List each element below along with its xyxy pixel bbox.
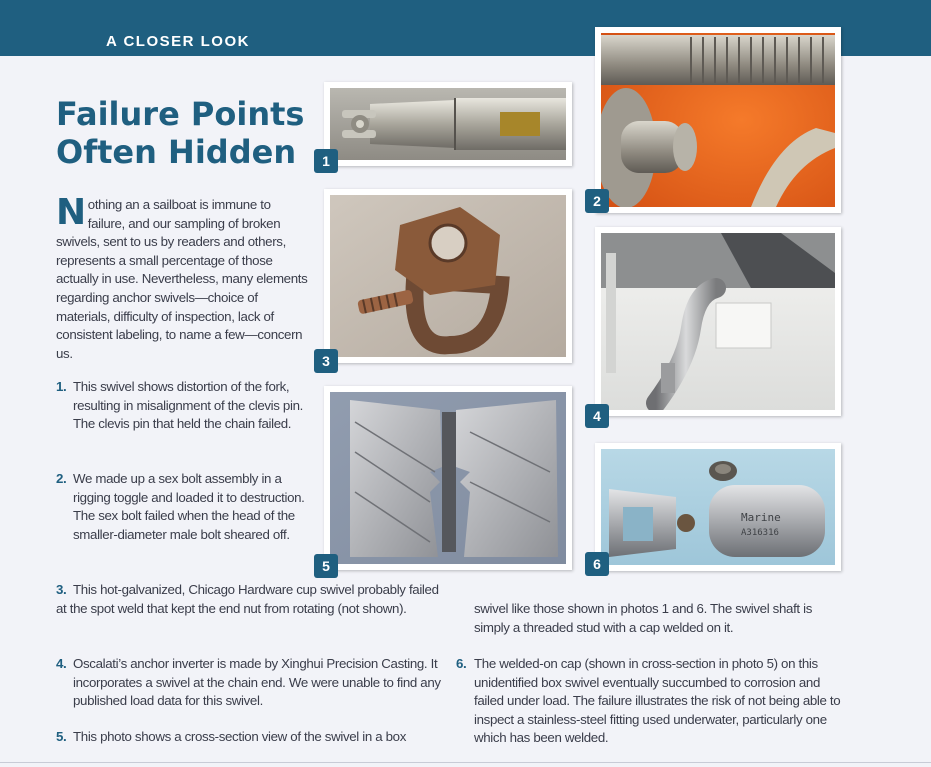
- photo-5-image: [330, 392, 566, 564]
- drop-cap: N: [56, 192, 86, 233]
- list-item-5: [56, 728, 456, 747]
- bottom-rule: [0, 762, 931, 763]
- list-number: 5.: [56, 729, 67, 744]
- photo-3-rusted-swivel: [322, 189, 572, 369]
- photo-badge-1: 1: [314, 149, 338, 173]
- title-line-2: Often Hidden: [56, 133, 297, 171]
- list-text: We made up a sex bolt assembly in a rigging toggle and loaded it to destruction. The sex bolt failed when the head of the smaller-diameter male bolt sheared off.: [73, 471, 305, 542]
- list-number: 6.: [456, 656, 467, 671]
- photo-2-sheared-bolt: [595, 27, 841, 213]
- photo-1-image: [330, 88, 566, 160]
- list-text: swivel like those shown in photos 1 and 6. The swivel shaft is simply a threaded stud with a cap welded on it.: [474, 601, 812, 635]
- article-title: [56, 95, 304, 171]
- list-text: This hot-galvanized, Chicago Hardware cup swivel probably failed at the spot weld that kept the end nut from rotating (not shown).: [56, 582, 439, 616]
- engraving-line-2: A316316: [741, 528, 779, 538]
- list-number: 1.: [56, 379, 67, 394]
- list-item-5-continuation: [474, 600, 849, 637]
- photo-badge-5: 5: [314, 554, 338, 578]
- list-item-2: [56, 470, 306, 544]
- list-item-3: [56, 581, 451, 618]
- photo-badge-2: 2: [585, 189, 609, 213]
- photo-2-image: [601, 33, 835, 207]
- photo-badge-6: 6: [585, 552, 609, 576]
- photo-5-cross-section: [322, 386, 572, 574]
- section-label: A CLOSER LOOK: [106, 33, 250, 50]
- photo-1-fork-swivel: [322, 82, 572, 169]
- intro-text: othing an a sailboat is immune to failure, and our sampling of broken swivels, sent to us by readers and others, represents a small percentage of those actually in use. Nevertheless, many elements regarding anchor swivels—choice of materials, difficulty of inspection, lack of consistent labeling, to name a few—concern us.: [56, 197, 308, 361]
- intro-paragraph: [56, 192, 308, 363]
- list-item-6: [456, 655, 846, 748]
- photo-4-image: [601, 233, 835, 410]
- photo-6-box-swivel: [595, 443, 841, 571]
- list-text: The welded-on cap (shown in cross-section in photo 5) on this unidentified box swivel eventually succumbed to corrosion and failed under load. The failure illustrates the risk of not being able to inspect a stainless-steel fitting used underwater, particularly one which has been welded.: [474, 656, 841, 745]
- list-number: 3.: [56, 582, 67, 597]
- title-line-1: Failure Points: [56, 95, 305, 133]
- engraving-line-1: Marine: [741, 511, 781, 524]
- photo-badge-4: 4: [585, 404, 609, 428]
- list-number: 4.: [56, 656, 67, 671]
- photo-badge-3: 3: [314, 349, 338, 373]
- photo-6-image: [601, 449, 835, 565]
- list-text: This swivel shows distortion of the fork, resulting in misalignment of the clevis pin. The clevis pin that held the chain failed.: [73, 379, 303, 431]
- list-text: This photo shows a cross-section view of the swivel in a box: [73, 729, 407, 744]
- photo-4-anchor-inverter: [593, 227, 841, 424]
- list-item-4: [56, 655, 446, 711]
- list-number: 2.: [56, 471, 67, 486]
- photo-3-image: [330, 195, 566, 357]
- list-item-1: [56, 378, 306, 434]
- list-text: Oscalati’s anchor inverter is made by Xinghui Precision Casting. It incorporates a swivel at the chain end. We were unable to find any published load data for this swivel.: [73, 656, 441, 708]
